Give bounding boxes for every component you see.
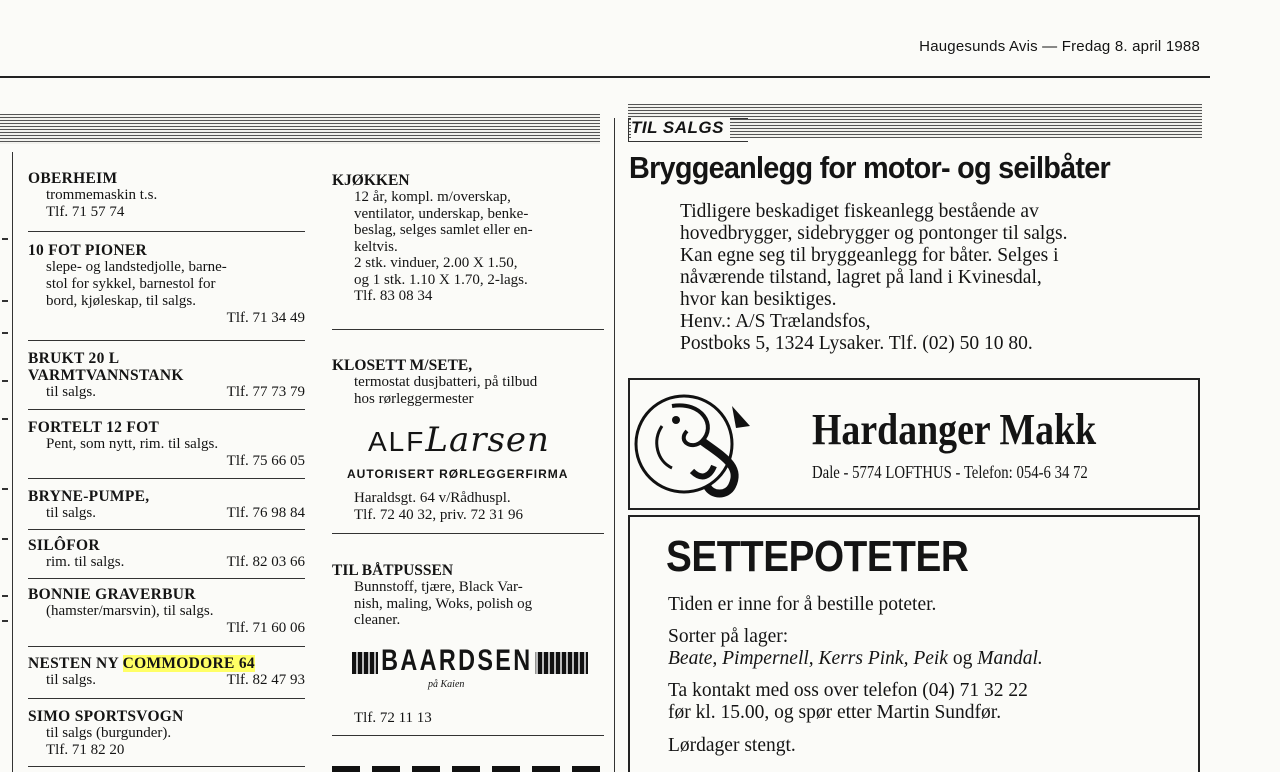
ad-phone: Tlf. 82 47 93 — [226, 672, 305, 688]
ad-title-part: NESTEN NY — [28, 655, 123, 672]
variety-list — [668, 648, 1043, 670]
baardsen-logo: BAARDSEN — [378, 644, 536, 678]
ad-headline: SETTEPOTETER — [666, 532, 969, 581]
header-rule — [0, 76, 1210, 78]
classified-ad-pioner — [28, 242, 305, 327]
ad-text: til salgs. — [46, 505, 97, 521]
ad-text: hos rørleggermester — [354, 390, 474, 407]
ad-text: til salgs. — [46, 672, 97, 688]
conjunction: og — [947, 648, 978, 669]
classified-ad-bryne-pumpe — [28, 488, 305, 522]
article-body — [680, 201, 1200, 355]
company-address: Dale - 5774 LOFTHUS - Telefon: 054-6 34 72 — [812, 462, 1088, 482]
ad-phone: Tlf. 71 34 49 — [226, 310, 305, 326]
left-margin-marks — [0, 150, 12, 770]
ad-divider — [28, 578, 305, 579]
ad-phone: Tlf. 72 40 32, priv. 72 31 96 — [354, 507, 524, 523]
logo-subtitle: på Kaien — [428, 679, 465, 690]
ad-text: 12 år, kompl. m/overskap, — [354, 189, 511, 205]
ad-text: til salgs. — [46, 384, 97, 400]
ad-title: BRUKT 20 L — [28, 350, 120, 367]
ad-text: stol for sykkel, barnestol for — [46, 276, 216, 292]
ad-text: termostat dusjbatteri, på tilbud — [354, 374, 538, 390]
ad-divider — [28, 766, 305, 767]
dashed-border — [332, 766, 604, 772]
classified-ad-silofor — [28, 537, 305, 571]
ad-phone: Tlf. 83 08 34 — [354, 288, 433, 304]
classified-ad-commodore — [28, 655, 305, 689]
ad-divider — [28, 646, 305, 647]
worm-logo-icon — [632, 386, 757, 506]
ad-text: Ta kontakt med oss over telefon (04) 71 32 22 — [668, 680, 1028, 701]
column-rule-left — [12, 152, 13, 772]
classified-ad-oberheim — [28, 170, 305, 221]
ad-phone: Tlf. 71 60 06 — [226, 620, 305, 636]
ad-text: Bunnstoff, tjære, Black Var- — [354, 579, 523, 595]
ad-divider — [332, 735, 604, 736]
ad-text: nish, maling, Woks, polish og — [354, 595, 533, 612]
variety-names: Beate, Pimpernell, Kerrs Pink, Peik — [668, 648, 948, 669]
body-line: Tidligere beskadiget fiskeanlegg bestående av — [680, 201, 1039, 222]
ad-phone: Tlf. 75 66 05 — [226, 453, 305, 469]
ad-phone: Tlf. 77 73 79 — [226, 384, 305, 400]
ad-title: TIL BÅTPUSSEN — [332, 562, 454, 579]
hatched-band-left — [0, 114, 600, 144]
ad-title: SILÔFOR — [28, 537, 100, 554]
classified-ad-varmtvannstank — [28, 350, 305, 401]
ad-title: SIMO SPORTSVOGN — [28, 708, 184, 725]
ad-title: 10 FOT PIONER — [28, 242, 148, 259]
ad-row — [28, 505, 305, 522]
ad-title — [28, 655, 305, 672]
classified-ad-batpussen — [332, 562, 604, 629]
ad-phone: Tlf. 71 82 20 — [46, 742, 125, 758]
logo-subtitle: AUTORISERT RØRLEGGERFIRMA — [347, 467, 569, 481]
ad-text: Haraldsgt. 64 v/Rådhuspl. — [354, 490, 511, 506]
ad-text: bord, kjøleskap, til salgs. — [46, 293, 196, 309]
masthead: Haugesunds Avis — Fredag 8. april 1988 — [919, 38, 1200, 55]
classified-ad-klosett — [332, 357, 604, 407]
ad-divider — [28, 340, 305, 341]
ad-divider — [28, 529, 305, 530]
highlighted-term: COMMODORE 64 — [122, 655, 255, 672]
logo-text: ALF — [368, 426, 426, 457]
ad-title: KLOSETT M/SETE, — [332, 357, 473, 374]
ad-title: OBERHEIM — [28, 170, 118, 187]
ad-text: og 1 stk. 1.10 X 1.70, 2-lags. — [354, 271, 528, 288]
section-label: TIL SALGS — [631, 118, 730, 138]
ad-text: Tiden er inne for å bestille poteter. — [668, 594, 937, 615]
column-rule-middle — [614, 118, 615, 772]
ad-text: Sorter på lager: — [668, 626, 789, 647]
ad-phone: Tlf. 72 11 13 — [354, 710, 432, 726]
logo-script: Larsen — [425, 420, 550, 460]
ad-divider — [28, 231, 305, 232]
ad-text: rim. til salgs. — [46, 554, 125, 570]
classified-ad-graverbur — [28, 586, 305, 637]
classified-ad-fortelt — [28, 419, 305, 470]
body-line: Postboks 5, 1324 Lysaker. Tlf. (02) 50 10 80. — [680, 333, 1033, 354]
ad-text: før kl. 15.00, og spør etter Martin Sundfør. — [668, 702, 1002, 723]
ad-text: keltvis. — [354, 238, 398, 255]
ad-text: Lørdager stengt. — [668, 735, 796, 756]
ad-row — [28, 384, 305, 401]
ad-text: til salgs (burgunder). — [46, 725, 172, 741]
klosett-address — [354, 490, 614, 524]
ad-phone: Tlf. 71 57 74 — [46, 204, 125, 220]
ad-text: beslag, selges samlet eller en- — [354, 222, 533, 238]
ad-divider — [28, 409, 305, 410]
body-line: hvor kan besiktiges. — [680, 289, 837, 310]
ad-text: Pent, som nytt, rim. til salgs. — [46, 436, 219, 452]
ad-title: BRYNE-PUMPE, — [28, 488, 150, 505]
body-line: Henv.: A/S Trælandsfos, — [680, 311, 871, 332]
classified-ad-kjokken — [332, 172, 604, 305]
headline: Bryggeanlegg for motor- og seilbåter — [629, 150, 1111, 185]
ad-text: cleaner. — [354, 612, 401, 628]
ad-divider — [28, 478, 305, 479]
ad-title: FORTELT 12 FOT — [28, 419, 160, 436]
ad-divider — [332, 329, 604, 330]
ad-title: KJØKKEN — [332, 172, 410, 189]
classified-ad-sportsvogn — [28, 708, 305, 759]
body-line: Kan egne seg til bryggeanlegg for båter. Selges i — [680, 245, 1059, 266]
ad-text: ventilator, underskap, benke- — [354, 205, 529, 222]
company-name: Hardanger Makk — [812, 405, 1097, 454]
ad-row — [28, 672, 305, 689]
ad-title: VARMTVANNSTANK — [28, 367, 184, 384]
ad-phone: Tlf. 82 03 66 — [226, 554, 305, 570]
ad-text: (hamster/marsvin), til salgs. — [46, 603, 214, 619]
ad-text: 2 stk. vinduer, 2.00 X 1.50, — [354, 255, 518, 271]
alf-larsen-logo — [368, 420, 550, 460]
ad-title: BONNIE GRAVERBUR — [28, 586, 196, 603]
body-line: nåværende tilstand, lagret på land i Kvinesdal, — [680, 267, 1042, 288]
body-line: hovedbrygger, sidebrygger og pontonger til salgs. — [680, 223, 1068, 244]
ad-divider — [28, 698, 305, 699]
ad-divider — [332, 533, 604, 534]
ad-row — [28, 554, 305, 571]
ad-text: trommemaskin t.s. — [46, 187, 158, 203]
ad-text: slepe- og landstedjolle, barne- — [46, 259, 227, 275]
variety-name: Mandal. — [977, 648, 1043, 669]
ad-phone: Tlf. 76 98 84 — [226, 505, 305, 521]
